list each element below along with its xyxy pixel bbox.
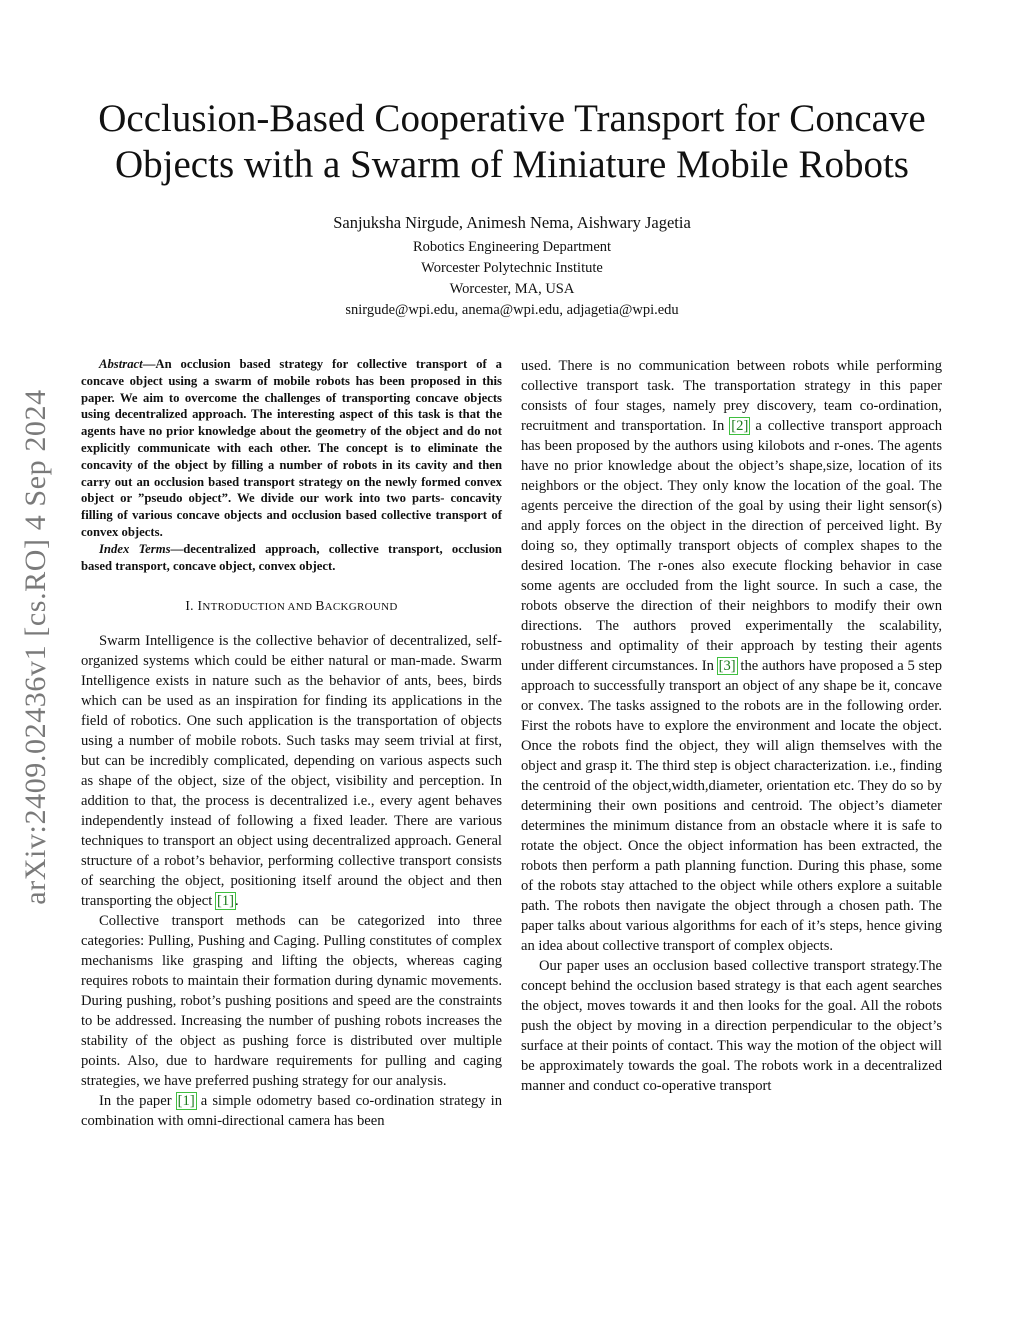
paper-authors: Sanjuksha Nirgude, Animesh Nema, Aishwary Jagetia	[333, 213, 691, 232]
abstract-text: —An occlusion based strategy for collective transport of a concave object using a swarm of mobile robots has been proposed in this paper. We aim to overcome the challenges of transporting concave objects using decentralized approach. The interesting aspect of this task is that the agents have no prior knowledge about the geometry of the object and do not explicitly communicate with each other. The concept is to eliminate the concavity of the object by filling a number of robots in its cavity and then carry out an occlusion based transport strategy on the newly formed convex object or ”pseudo object”. We divide our work into two parts- concavity filling of various concave objects and occlusion based collective transport of convex objects.	[81, 357, 502, 539]
citation-link[interactable]: [1]	[177, 1093, 195, 1110]
affiliation-institute: Worcester Polytechnic Institute	[421, 260, 603, 276]
affiliation-location: Worcester, MA, USA	[449, 281, 575, 297]
paragraph-text: .	[235, 893, 239, 910]
arxiv-id-text: arXiv:2409.02436v1 [cs.RO] 4 Sep 2024	[19, 389, 52, 905]
right-column	[521, 356, 942, 1096]
related-work-paragraph	[81, 1091, 502, 1131]
section-numeral: I.	[185, 598, 198, 614]
citation-link[interactable]: [1]	[216, 893, 234, 910]
paragraph-text: In the paper	[99, 1093, 177, 1110]
paragraph-text: a collective transport approach has been proposed by the authors using kilobots and r-ones. The agents have no prior knowledge about the object’s shape,size, location of its neighbors or the object. They only know the location of the goal. The agents perceive the direction of the goal by using their light sensor(s) and apply forces on the object in the direction of perceived light. By doing so, they optimally transport objects of complex shapes to the desired location. The r-ones also execute flocking behavior in case some agents are occluded from the light source. In such a case, the robots observe the direction of their neighbors to modify their own directions. The authors proved experimentally the scalability, robustness and optimality of their approach by testing their agents under different circumstances. In	[521, 418, 942, 674]
index-terms-label: Index Terms	[99, 541, 171, 556]
index-terms	[81, 541, 502, 575]
paragraph-text: used. There is no communication between robots while performing collective transport task. The transportation strategy in this paper consists of four stages, namely prey discovery, team co-ordination, recruitment and transportation. In	[521, 358, 942, 434]
paragraph-text: a simple odometry based co-ordination strategy in combination with omni-directional camera has been	[81, 1093, 502, 1130]
section-heading-introduction	[81, 596, 502, 617]
paper-title: Occlusion-Based Cooperative Transport for Concave Objects with a Swarm of Miniature Mobile Robots	[98, 97, 926, 186]
citation-link[interactable]: [3]	[718, 658, 736, 674]
arxiv-identifier-stamp	[14, 362, 58, 932]
author-affiliation	[60, 237, 964, 321]
citation-link[interactable]: [2]	[731, 418, 749, 434]
paragraph-text: the authors have proposed a 5 step approach to successfully transport an object of any shape be it, concave or convex. The tasks assigned to the robots are in the following order. First the robots have to explore the environment and locate the object. Once the robots find the object, they will align themselves with the object and grasp it. The third step is object characterization. i.e., finding the centroid of the object,width,diameter, orientation etc. They do so by determining their own positions and centroid. The object’s diameter determines the minimum distance from an obstacle where it is safe to rotate the object. Once the object information has been extracted, the robots then perform a path planning function. During this phase, some of the robots stay attached to the object while others explore a suitable path. The robots then navigate the object through a chosen path. The paper talks about various algorithms for each of it’s steps, hence giving an idea about collective transport of complex objects.	[521, 658, 942, 954]
related-work-continued-paragraph	[521, 356, 942, 956]
abstract-label: Abstract	[99, 357, 143, 371]
index-terms-text: —decentralized approach, collective transport, occlusion based transport, concave object, convex object.	[81, 541, 502, 573]
intro-paragraph	[81, 631, 502, 911]
affiliation-emails: snirgude@wpi.edu, anema@wpi.edu, adjagetia@wpi.edu	[345, 302, 679, 318]
section-heading-smallcaps: ACKGROUND	[324, 601, 398, 614]
section-heading-letter: I	[197, 598, 203, 614]
abstract	[81, 356, 502, 541]
transport-methods-paragraph: Collective transport methods can be categorized into three categories: Pulling, Pushing and Caging. Pulling constitutes of complex mechanisms like grasping and lifting the objects, whereas caging requires robots to maintain their formation during dynamic movements. During pushing, robot’s pushing positions and speed are the constraints to be addressed. Increasing the number of pushing robots increases the stability of the object as pushing force is distributed over multiple points. Also, due to hardware requirements for pulling and caging strategies, we have preferred pushing strategy for our analysis.	[81, 913, 502, 1090]
left-column	[81, 356, 502, 1131]
our-approach-paragraph: Our paper uses an occlusion based collective transport strategy.The concept behind the occlusion based strategy is that each agent searches the object, moves towards it and then looks for the goal. All the robots push the object by moving in a direction perpendicular to the object’s surface at their points of contact. This way the motion of the object will be approximately towards the goal. The robots work in a decentralized manner and conduct co-operative transport	[521, 958, 942, 1094]
affiliation-department: Robotics Engineering Department	[412, 239, 612, 255]
section-heading-letter: B	[315, 598, 325, 614]
paragraph-text: Swarm Intelligence is the collective behavior of decentralized, self-organized systems which could be either natural or man-made. Swarm Intelligence exists in nature such as the behavior of ants, bees, birds which can be used as an inspiration for finding its applications in the field of robotics. One such application is the transportation of objects using a number of mobile robots. Such tasks may seem trivial at first, but can be incredibly complicated, depending on various aspects such as shape of the object, size of the object, visibility and perception. In addition to that, the process is decentralized i.e., every agent behaves independently instead of following a fixed leader. There are various techniques to transport an object using decentralized approach. General structure of a robot’s behavior, performing collective transport consists of searching the object, positioning itself around the object and then transporting the object	[81, 633, 502, 910]
section-heading-smallcaps: NTRODUCTION AND	[202, 601, 316, 614]
